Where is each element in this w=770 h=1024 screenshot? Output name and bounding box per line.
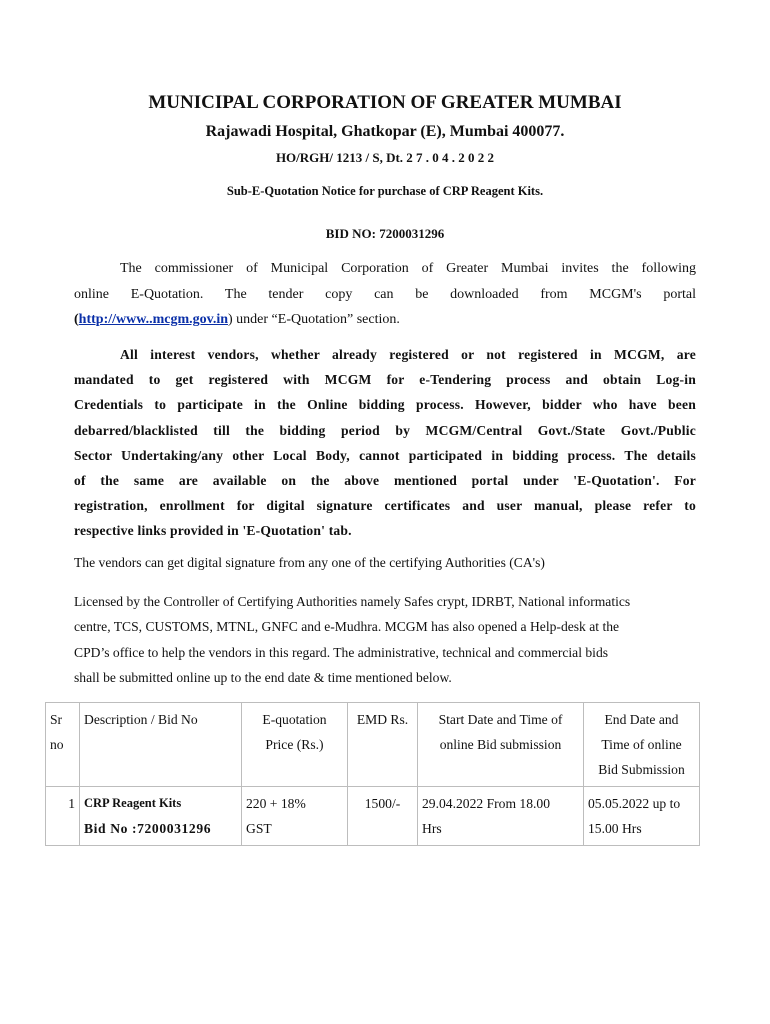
table-row [46,787,700,846]
reference-number: HO/RGH/ 1213 / S, Dt. 2 7 . 0 4 . 2 0 2 2 [275,150,495,165]
table-header-row [46,703,700,787]
intro-line-rest: ) under “E-Quotation” section. [228,312,400,327]
certifying-paragraph [74,589,696,690]
cell-description: CRP Reagent Kits Bid No :7200031296 [80,787,242,846]
bid-number: BID NO: 7200031296 [325,226,445,241]
header-start-date: Start Date and Time of online Bid submission [418,703,584,787]
intro-line [74,307,696,333]
cell-start-date: 29.04.2022 From 18.00 Hrs [418,787,584,846]
intro-line: The commissioner of Municipal Corporation of Greater Mumbai invites the following [120,261,696,276]
registration-line: debarred/blacklisted till the bidding period by MCGM/Central Govt./State Govt./Public [74,422,696,438]
header-emd: EMD Rs. [348,703,418,787]
registration-line: All interest vendors, whether already registered or not registered in MCGM, are [120,347,696,362]
bid-table [45,702,700,846]
mcgm-portal-link[interactable]: http://www..mcgm.gov.in [78,312,229,327]
cell-sr: 1 [46,787,80,846]
cell-emd: 1500/- [348,787,418,846]
header-end-date: End Date and Time of online Bid Submission [584,703,700,787]
intro-paragraph [74,256,696,333]
hospital-address: Rajawadi Hospital, Ghatkopar (E), Mumbai 400077. [205,123,565,140]
certifying-line: Licensed by the Controller of Certifying Authorities namely Safes crypt, IDRBT, National informatics [74,594,631,609]
certifying-line: CPD’s office to help the vendors in this regard. The administrative, technical and commercial bids [74,644,609,660]
registration-line: respective links provided in 'E-Quotation' tab. [74,523,352,539]
header-sr: Sr no [46,703,80,787]
registration-line: mandated to get registered with MCGM for e-Tendering process and obtain Log-in [74,372,696,388]
header-description: Description / Bid No [80,703,242,787]
certifying-line: shall be submitted online up to the end date & time mentioned below. [74,669,452,685]
registration-line: of the same are available on the above mentioned portal under 'E-Quotation'. For [74,472,696,488]
org-title: MUNICIPAL CORPORATION OF GREATER MUMBAI [148,92,622,113]
intro-line: online E-Quotation. The tender copy can be downloaded from MCGM's portal [74,286,696,302]
registration-line: Sector Undertaking/any other Local Body, cannot participated in bidding process. The details [74,447,696,463]
cell-end-date: 05.05.2022 up to 15.00 Hrs [584,787,700,846]
header-price: E-quotation Price (Rs.) [242,703,348,787]
vendors-line: The vendors can get digital signature from any one of the certifying Authorities (CA's) [74,555,545,570]
registration-line: Credentials to participate in the Online bidding process. However, bidder who have been [74,397,696,413]
cell-price: 220 + 18% GST [242,787,348,846]
registration-paragraph [74,342,696,544]
link-paren: ( [74,312,79,327]
certifying-line: centre, TCS, CUSTOMS, MTNL, GNFC and e-Mudhra. MCGM has also opened a Help-desk at the [74,619,620,635]
registration-line: registration, enrollment for digital signature certificates and user manual, please refer to [74,498,696,514]
notice-subject: Sub-E-Quotation Notice for purchase of CRP Reagent Kits. [226,184,544,198]
